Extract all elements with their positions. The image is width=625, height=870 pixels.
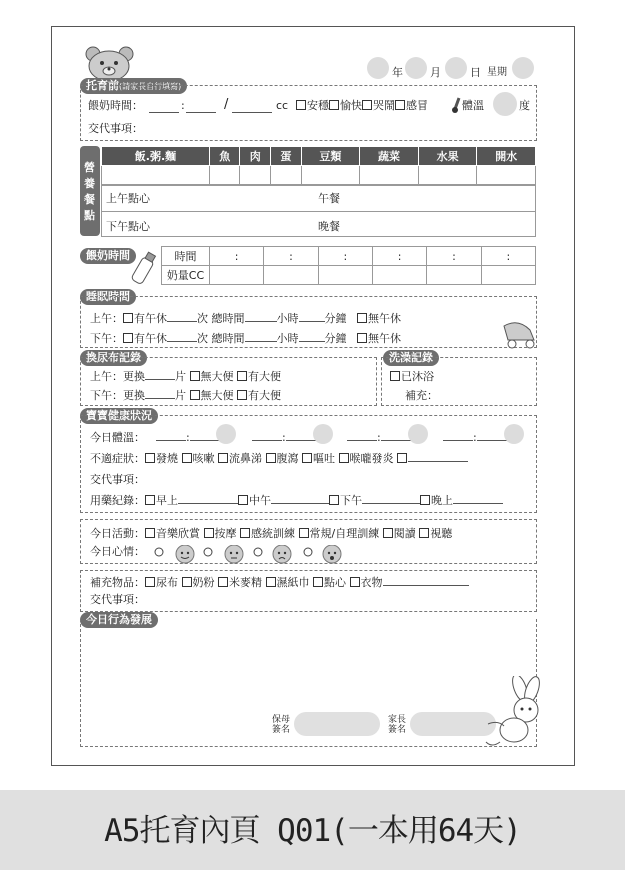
degree-label: 度 [519, 99, 530, 112]
sleep-pm-row[interactable]: 下午： 有午休 次 總時間 小時 分鐘 無午休 [90, 332, 401, 345]
temp-bubble[interactable] [493, 92, 517, 116]
activity-row[interactable]: 今日活動： 音樂欣賞 按摩 感統訓練 常規/自理訓練 閱讀 視聽 [90, 527, 453, 540]
mood-label: 今日心情： [90, 545, 145, 558]
footer-title: A5托育內頁 Q01(一本用64天) [104, 813, 521, 849]
stroller-icon [500, 318, 540, 350]
col-fruit: 水果 [418, 147, 477, 166]
feed-amount-line [232, 112, 272, 113]
health-temp-label: 今日體溫： [90, 431, 145, 444]
weekday-bubble [512, 57, 534, 79]
bunny-icon [480, 676, 550, 752]
year-label: 年 [392, 66, 403, 79]
section-diaper-title: 換尿布記錄 [80, 350, 147, 366]
col-fish: 魚 [209, 147, 240, 166]
section-health-title: 寶寶健康狀況 [80, 408, 158, 424]
feed-cc: cc [276, 99, 289, 112]
weekday-label: 星期 [487, 67, 507, 78]
supplies-handover-label: 交代事項： [90, 593, 145, 606]
temp-label: 體溫 [462, 99, 484, 112]
year-bubble [367, 57, 389, 79]
section-bath-title: 洗澡記錄 [383, 350, 439, 366]
sleep-am-row[interactable]: 上午： 有午休 次 總時間 小時 分鐘 無午休 [90, 312, 401, 325]
feeding-amount-header: 奶量CC [162, 266, 210, 285]
handover-label: 交代事項： [88, 122, 143, 135]
symptom-row[interactable]: 不適症狀： 發燒 咳嗽 流鼻涕 腹瀉 嘔吐 喉嚨發炎 [90, 452, 468, 465]
bath-supplement-label: 補充： [405, 389, 438, 402]
col-water: 開水 [477, 147, 536, 166]
bathed-checkbox[interactable]: 已沐浴 [390, 370, 434, 383]
day-label: 日 [470, 66, 481, 79]
temp-slots-4[interactable]: : [443, 431, 507, 444]
before-section-box [80, 85, 537, 141]
temp-slot-4 [504, 424, 524, 444]
mood-checkboxes[interactable]: 安穩 愉快 哭鬧 感冒 [296, 99, 428, 112]
meal-divider [101, 211, 536, 212]
month-label: 月 [430, 66, 441, 79]
supplies-row[interactable]: 補充物品： 尿布 奶粉 米麥精 濕紙巾 點心 衣物 [90, 576, 469, 589]
section-before-title: 托育前(請家長自行填寫) [80, 78, 187, 94]
feed-colon: : [181, 99, 185, 112]
month-bubble [405, 57, 427, 79]
temp-slots-2[interactable]: : [252, 431, 316, 444]
mood-faces[interactable] [154, 545, 344, 569]
section-sleep-title: 睡眠時間 [80, 289, 136, 305]
col-egg: 蛋 [271, 147, 302, 166]
section-feeding-title: 餵奶時間 [80, 248, 136, 264]
bottle-icon [130, 248, 158, 288]
nutrition-side-label: 營養餐點 [84, 161, 95, 222]
parent-sign-label: 家長 簽名 [388, 715, 407, 735]
col-meat: 肉 [240, 147, 271, 166]
feed-hour-line [149, 112, 179, 113]
dinner-label: 晚餐 [318, 220, 340, 233]
thermometer-icon [452, 96, 462, 114]
temp-slots[interactable]: : [156, 431, 220, 444]
nutrition-table [101, 146, 536, 185]
pm-snack-label: 下午點心 [106, 220, 150, 233]
diaper-am-row[interactable]: 上午：更換 片 無大便 有大便 [90, 370, 281, 383]
nanny-sign-label: 保母 簽名 [272, 715, 291, 735]
col-bean: 豆類 [301, 147, 360, 166]
feeding-time-label: 餵奶時間： [88, 99, 143, 112]
health-handover-label: 交代事項： [90, 473, 145, 486]
nanny-signature-field[interactable] [294, 712, 380, 736]
diaper-pm-row[interactable]: 下午：更換 片 無大便 有大便 [90, 389, 281, 402]
col-veg: 蔬菜 [360, 147, 419, 166]
feed-min-line [186, 112, 216, 113]
feed-slash: / [224, 97, 229, 112]
temp-slot-1 [216, 424, 236, 444]
temp-slot-3 [408, 424, 428, 444]
am-snack-label: 上午點心 [106, 192, 150, 205]
feeding-table: 時間 : : : : : : 奶量CC [161, 246, 536, 285]
feeding-time-header: 時間 [162, 247, 210, 266]
col-rice: 飯.粥.麵 [102, 147, 210, 166]
lunch-label: 午餐 [318, 192, 340, 205]
temp-slots-3[interactable]: : [347, 431, 411, 444]
temp-slot-2 [313, 424, 333, 444]
section-development-title: 今日行為發展 [80, 612, 158, 628]
medication-row[interactable]: 用藥紀錄： 早上 中午 下午 晚上 [90, 494, 503, 507]
day-bubble [445, 57, 467, 79]
